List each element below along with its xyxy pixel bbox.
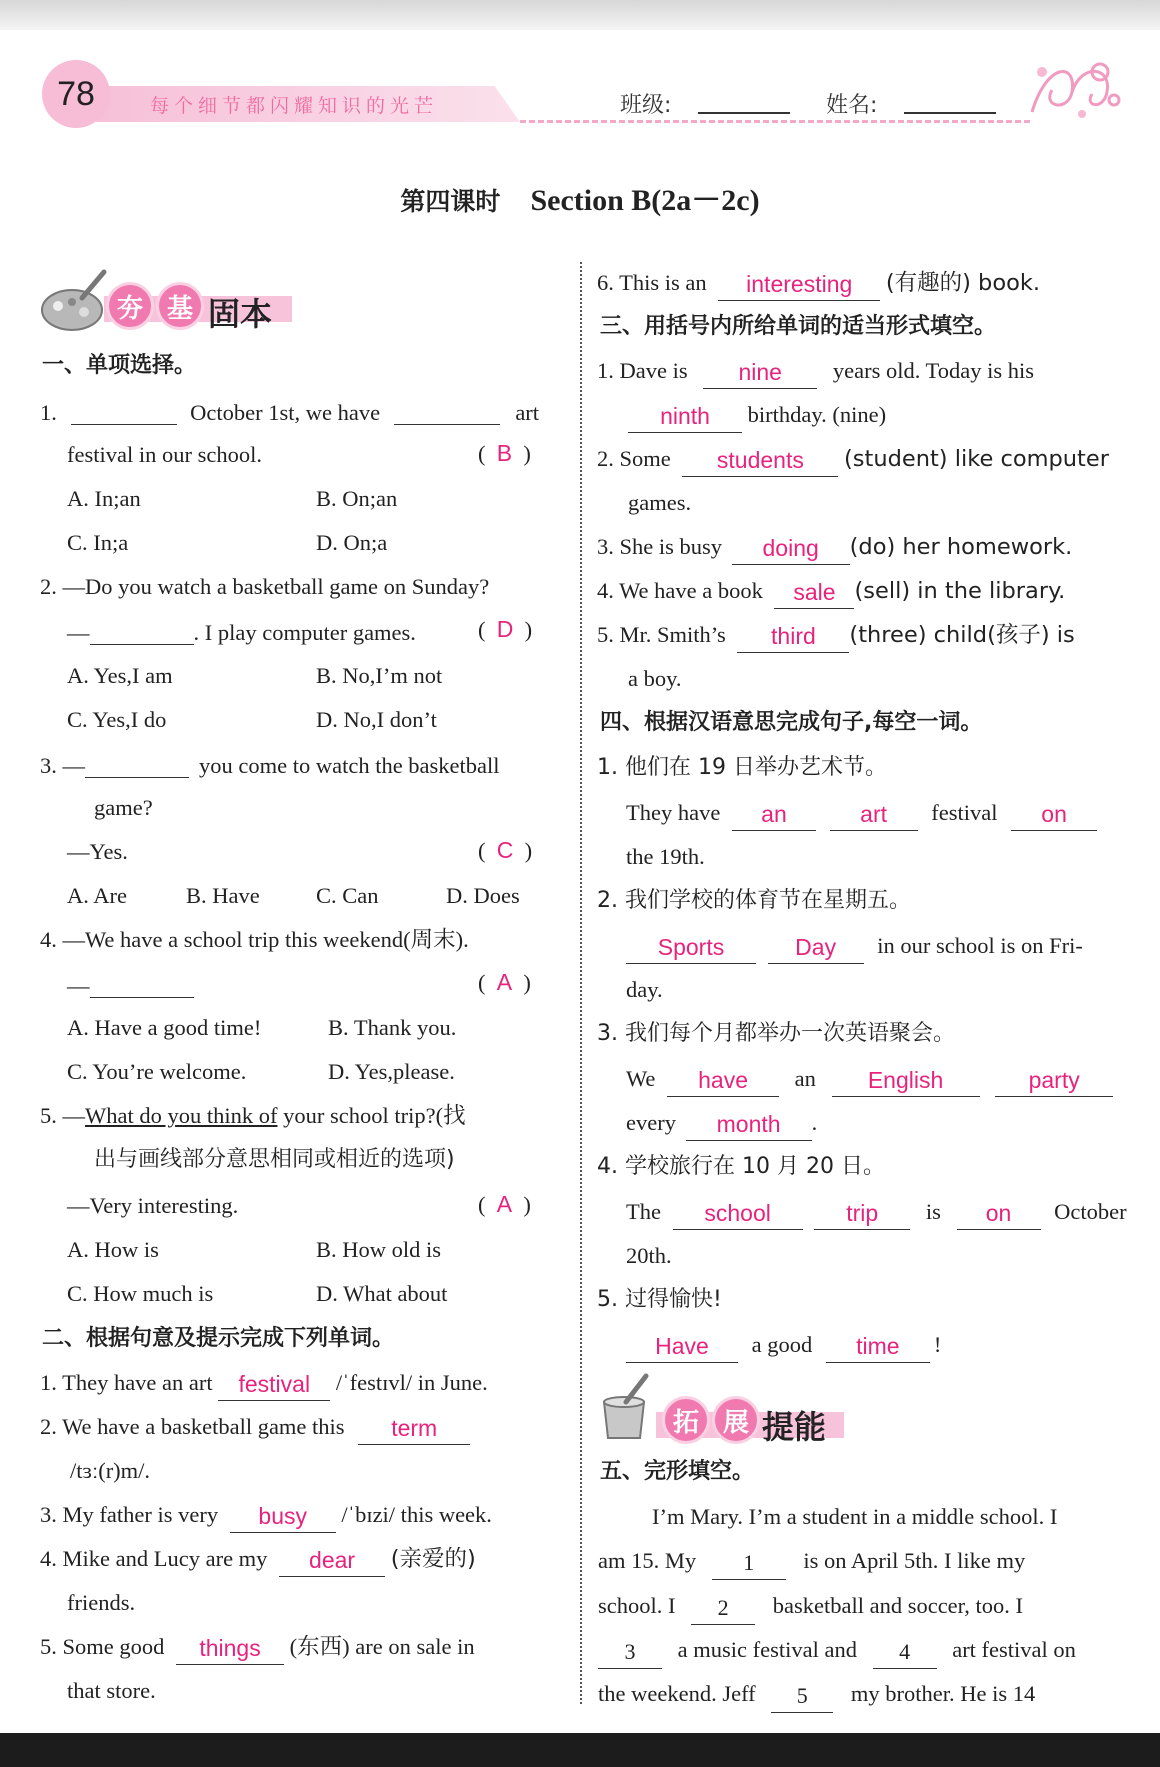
lesson-title [0,175,1160,219]
cloze-line5: the weekend. Jeff 5 my brother. He is 14 [598,1683,1035,1713]
section5-heading: 五、完形填空。 [600,1459,755,1484]
q3-option-c[interactable]: C. Can [316,883,379,908]
s3-item5-cont: a boy. [628,666,682,691]
paint-palette-icon [38,268,108,334]
q3-line3: —Yes. [67,839,128,864]
s3-item1-blank1[interactable]: nine [703,364,817,389]
s4-item1-cn: 1. 他们在 19 日举办艺术节。 [597,755,887,780]
banner-right-title: 提能 [762,1408,827,1446]
s4-item1-en: They have an art festival on [626,802,1097,831]
s4-item3-blank3[interactable]: party [995,1072,1113,1097]
header-dashed-line [520,120,1030,123]
banner-right-badge-2: 展 [712,1396,760,1444]
cloze-line4: 3 a music festival and 4 art festival on [598,1639,1076,1669]
cloze-blank-3[interactable]: 3 [598,1644,662,1669]
s4-item1-blank3[interactable]: on [1011,806,1097,831]
banner-right-badge-1: 拓 [662,1396,710,1444]
s2-item3: 3. My father is very busy /ˈbɪzi/ this week. [40,1504,492,1533]
q4-option-a[interactable]: A. Have a good time! [67,1015,262,1040]
section3-heading: 三、用括号内所给单词的适当形式填空。 [600,314,997,339]
q1-option-b[interactable]: B. On;an [316,486,398,511]
s2-item5-blank[interactable]: things [176,1640,284,1665]
bottom-edge [0,1733,1160,1767]
q5-line2: 出与画线部分意思相同或相近的选项) [94,1147,455,1172]
paint-bucket-icon [596,1372,652,1442]
s2-item5-cont: that store. [67,1678,156,1703]
s4-item3-blank4[interactable]: month [686,1116,812,1141]
q5-option-c[interactable]: C. How much is [67,1281,214,1306]
s4-item2-en: Sports Day in our school is on Fri- [626,935,1083,964]
lesson-title-cn: 第四课时 [400,187,501,216]
s3-item1-blank2[interactable]: ninth [628,408,742,433]
s3-item2-cont: games. [628,490,692,515]
q4-blank[interactable] [90,973,194,998]
page-number: 78 [42,60,110,128]
q2-option-a[interactable]: A. Yes,I am [67,663,173,688]
q5-option-b[interactable]: B. How old is [316,1237,442,1262]
q4-option-d[interactable]: D. Yes,please. [328,1059,455,1084]
s2-item4-cont: friends. [67,1590,136,1615]
q4-answer: ( A ) [478,969,531,995]
q1-blank1[interactable] [71,400,177,425]
q5-line3: —Very interesting. [67,1193,239,1218]
s2-item4: 4. Mike and Lucy are my dear (亲爱的) [40,1548,476,1577]
q3-option-b[interactable]: B. Have [186,883,260,908]
q3-line2: game? [94,795,153,820]
banner-left-title: 固本 [208,295,273,333]
s4-item4-blank1[interactable]: school [673,1205,803,1230]
s4-item4-blank3[interactable]: on [957,1205,1041,1230]
q2-option-d[interactable]: D. No,I don’t [316,707,437,732]
s3-item4: 4. We have a book sale (sell) in the library. [597,580,1065,609]
cloze-line1: I’m Mary. I’m a student in a middle school. I [652,1504,1058,1529]
q2-option-c[interactable]: C. Yes,I do [67,707,167,732]
s3-item2: 2. Some students (student) like computer [597,448,1109,477]
s4-item2-blank2[interactable]: Day [768,939,864,964]
lesson-title-en: Section B(2a－2c) [530,184,760,217]
top-edge [0,0,1160,30]
s4-item4-en: The school trip is on October [626,1201,1127,1230]
s3-item5: 5. Mr. Smith’s third (three) child(孩子) is [597,624,1075,653]
s4-item4-cont: 20th. [626,1243,672,1268]
s4-item3-cn: 3. 我们每个月都举办一次英语聚会。 [597,1021,955,1046]
s4-item4-blank2[interactable]: trip [814,1205,910,1230]
s4-item4-cn: 4. 学校旅行在 10 月 20 日。 [597,1154,885,1179]
q5-option-a[interactable]: A. How is [67,1237,159,1262]
section1-heading: 一、单项选择。 [42,353,197,378]
s4-item5-blank1[interactable]: Have [626,1338,738,1363]
s2-item1-blank[interactable]: festival [218,1376,330,1401]
name-field[interactable] [904,112,996,114]
class-field[interactable] [698,112,790,114]
q1-answer: ( B ) [478,440,531,466]
q3-answer: ( C ) [478,837,533,863]
s4-item3-cont: every month . [626,1112,817,1141]
q5-underlined-phrase: What do you think of [85,1103,278,1128]
s4-item5-en: Have a good time ! [626,1334,941,1363]
q5-line1: 5. —What do you think of your school trip?(找 [40,1103,466,1128]
flower-ornament-icon [1022,52,1122,124]
s2-item4-blank[interactable]: dear [279,1552,385,1577]
motto-text: 每个细节都闪耀知识的光芒 [150,95,439,117]
q1-line1: 1. October 1st, we have art [40,400,540,425]
s4-item1-blank2[interactable]: art [830,806,918,831]
s4-item1-cont: the 19th. [626,844,705,869]
q1-option-c[interactable]: C. In;a [67,530,129,555]
q2-blank[interactable] [90,620,194,645]
s4-item5-cn: 5. 过得愉快! [597,1287,722,1312]
s3-item2-blank[interactable]: students [682,452,838,477]
s4-item1-blank1[interactable]: an [732,806,816,831]
section4-heading: 四、根据汉语意思完成句子,每空一词。 [600,710,983,735]
q3-line1: 3. — you come to watch the basketball [40,753,500,778]
s2-item6-blank[interactable]: interesting [718,276,880,301]
cloze-blank-4[interactable]: 4 [873,1644,937,1669]
s2-item2-blank[interactable]: term [358,1420,470,1445]
s3-item1-cont: ninth birthday. (nine) [628,404,886,433]
cloze-blank-5[interactable]: 5 [771,1688,833,1713]
banner-left-badge-2: 基 [156,282,204,330]
banner-left-badge-1: 夯 [106,282,154,330]
s2-item5: 5. Some good things (东西) are on sale in [40,1636,475,1665]
s3-item3-blank[interactable]: doing [732,540,850,565]
q1-line2: festival in our school. [67,442,262,467]
q1-option-a[interactable]: A. In;an [67,486,141,511]
s3-item3: 3. She is busy doing (do) her homework. [597,536,1072,565]
q4-line1: 4. —We have a school trip this weekend(周末). [40,927,469,952]
class-label: 班级: [620,93,672,118]
q2-line1: 2. —Do you watch a basketball game on Sunday? [40,574,490,599]
s3-item5-blank[interactable]: third [737,628,849,653]
s2-item6: 6. This is an interesting (有趣的) book. [597,272,1040,301]
s4-item3-en: We have an English party [626,1068,1113,1097]
column-divider [580,262,582,1704]
s4-item5-blank2[interactable]: time [826,1338,930,1363]
cloze-blank-2[interactable]: 2 [691,1600,755,1625]
s3-item1: 1. Dave is nine years old. Today is his [597,360,1034,389]
s2-item3-blank[interactable]: busy [230,1508,336,1533]
q3-option-a[interactable]: A. Are [67,883,127,908]
q2-line2: — . I play computer games. [67,620,416,645]
q2-option-b[interactable]: B. No,I’m not [316,663,443,688]
s2-item2: 2. We have a basketball game this term [40,1416,470,1445]
q1-blank2[interactable] [394,400,500,425]
s2-item2-phonetic: /tɜː(r)m/. [70,1458,151,1483]
s4-item2-blank1[interactable]: Sports [626,939,756,964]
q3-option-d[interactable]: D. Does [446,883,520,908]
q5-answer: ( A ) [478,1191,531,1217]
section2-heading: 二、根据句意及提示完成下列单词。 [42,1326,395,1351]
cloze-line2: am 15. My 1 is on April 5th. I like my [598,1550,1025,1580]
q1-option-d[interactable]: D. On;a [316,530,388,555]
s3-item4-blank[interactable]: sale [774,584,854,609]
s4-item3-blank2[interactable]: English [832,1072,980,1097]
cloze-blank-1[interactable]: 1 [712,1555,786,1580]
s2-item1: 1. They have an art festival /ˈfestɪvl/ in June. [40,1372,488,1401]
q2-answer: ( D ) [478,616,533,642]
cloze-line3: school. I 2 basketball and soccer, too. I [598,1595,1023,1625]
q5-option-d[interactable]: D. What about [316,1281,448,1306]
q4-option-c[interactable]: C. You’re welcome. [67,1059,247,1084]
q4-line2: — [67,973,194,998]
name-label: 姓名: [826,93,878,118]
q3-blank[interactable] [85,753,189,778]
s4-item3-blank1[interactable]: have [667,1072,779,1097]
s4-item2-cont: day. [626,977,663,1002]
q4-option-b[interactable]: B. Thank you. [328,1015,457,1040]
s4-item2-cn: 2. 我们学校的体育节在星期五。 [597,888,911,913]
